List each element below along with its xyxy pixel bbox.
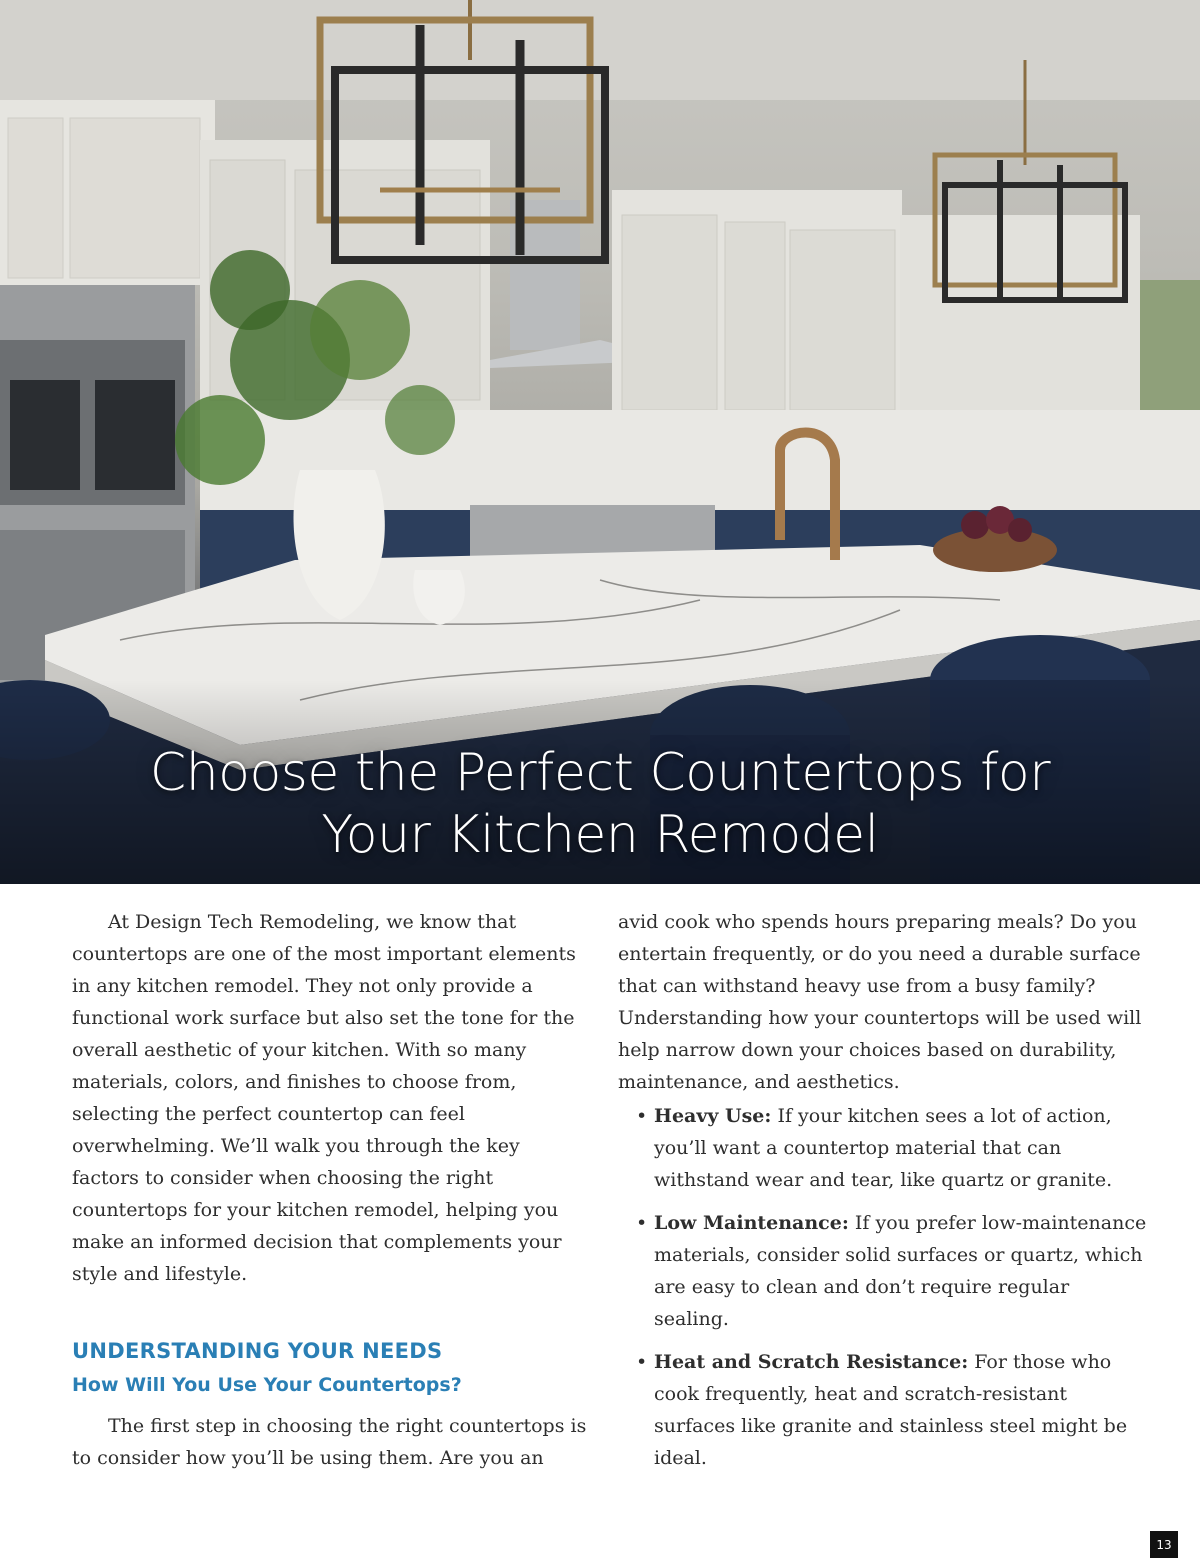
sub-heading: How Will You Use Your Countertops? bbox=[72, 1374, 462, 1396]
right-column bbox=[618, 906, 1148, 1485]
left-column bbox=[72, 906, 587, 1474]
page-title bbox=[0, 742, 1200, 866]
intro-paragraph: At Design Tech Remodeling, we know that countertops are one of the most important elements in any kitchen remodel. They not only provide a functional work surface but also set the tone for the overall aesthetic of your kitchen. With so many materials, colors, and finishes to choose from, selecting the perfect countertop can feel overwhelming. We’ll walk you through the key factors to consider when choosing the right countertops for your kitchen remodel, helping you make an informed decision that complements your style and lifestyle. bbox=[72, 911, 576, 1285]
bullet-list bbox=[618, 1100, 1148, 1474]
bullet-lead: Heat and Scratch Resistance: bbox=[654, 1351, 969, 1373]
bullet-text: If your kitchen sees a lot of action, you’ll want a countertop material that can withstand wear and tear, like quartz or granite. bbox=[654, 1105, 1113, 1191]
bullet-icon: • bbox=[636, 1105, 648, 1127]
bullet-text: If you prefer low-maintenance materials, consider solid surfaces or quartz, which are easy to clean and don’t require regular sealing. bbox=[654, 1212, 1147, 1330]
bullet-icon: • bbox=[636, 1351, 648, 1373]
page-title-line-2: Your Kitchen Remodel bbox=[321, 805, 879, 865]
bullet-lead: Low Maintenance: bbox=[654, 1212, 849, 1234]
needs-paragraph-continued: avid cook who spends hours preparing meals? Do you entertain frequently, or do you need a durable surface that can withstand heavy use from a busy family? Understanding how your countertops will be used will help narrow down your choices based on durability, maintenance, and aesthetics. bbox=[618, 911, 1142, 1093]
needs-paragraph-start: The first step in choosing the right countertops is to consider how you’ll be using them. Are you an bbox=[72, 1415, 587, 1469]
bullet-lead: Heavy Use: bbox=[654, 1105, 772, 1127]
bullet-icon: • bbox=[636, 1212, 648, 1234]
page-number: 13 bbox=[1150, 1531, 1178, 1558]
bullet-text: For those who cook frequently, heat and scratch-resistant surfaces like granite and stainless steel might be ideal. bbox=[654, 1351, 1128, 1469]
page-title-line-1: Choose the Perfect Countertops for bbox=[149, 743, 1051, 803]
section-heading: UNDERSTANDING YOUR NEEDS bbox=[72, 1339, 443, 1363]
bullet-item-heat-scratch bbox=[618, 1346, 1148, 1474]
bullet-item-low-maintenance bbox=[618, 1207, 1148, 1335]
bullet-item-heavy-use bbox=[618, 1100, 1148, 1196]
